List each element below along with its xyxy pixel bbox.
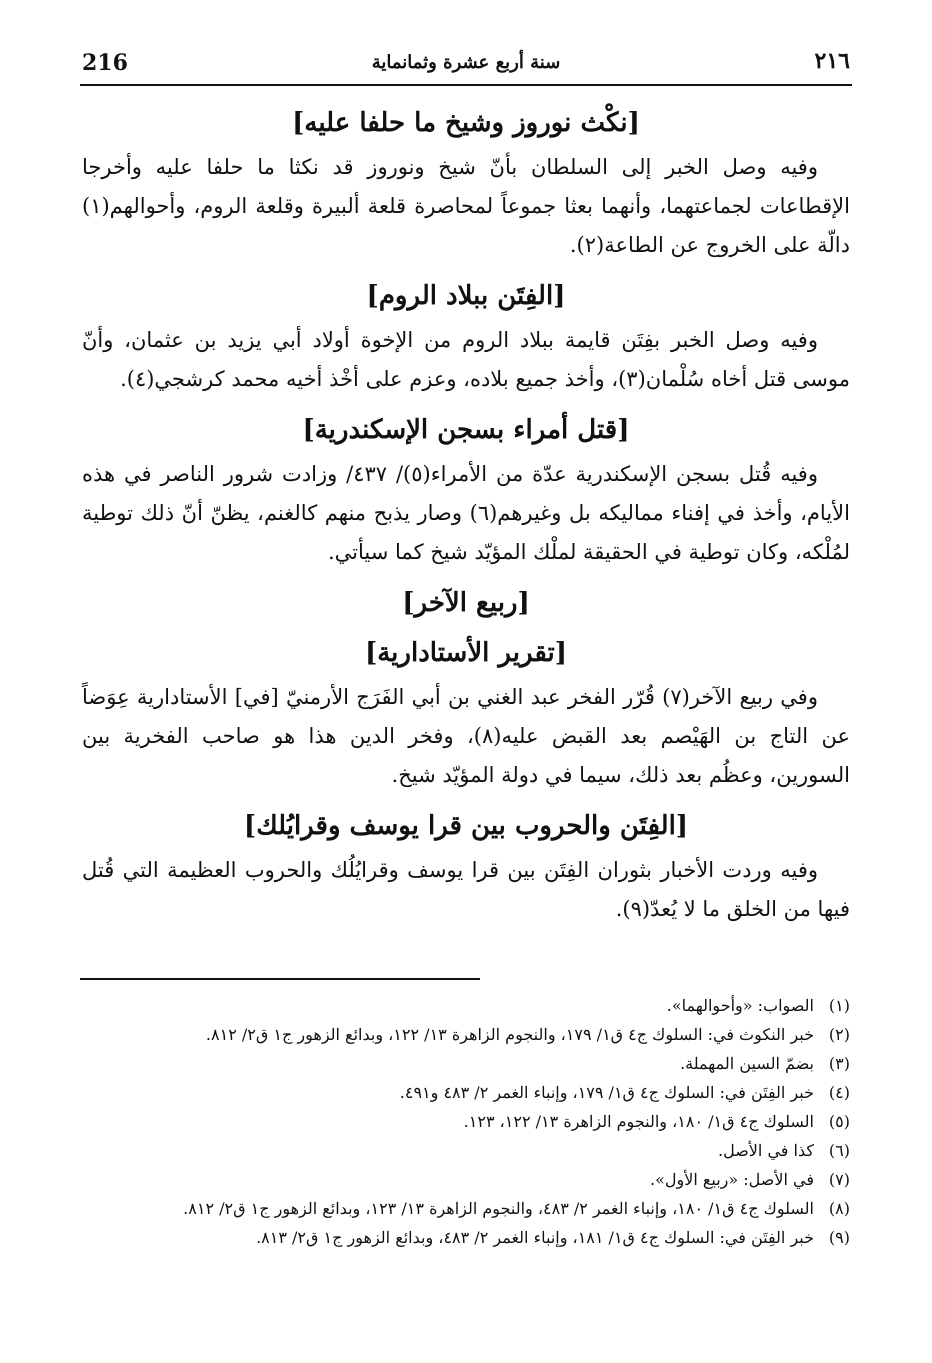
footnote-text: الصواب: «وأحوالهما». [666,996,814,1015]
footnote-number: (٦) [828,1141,850,1160]
footnote [82,1166,850,1193]
section-heading: [الفِتَن والحروب بين قرا يوسف وقرايُلك] [243,811,689,841]
footnote [82,1079,850,1106]
footnote-number: (٥) [828,1112,850,1131]
page-number-arabic: ٢١٦ [814,48,850,74]
footnote-text: السلوك ج٤ ق١/ ١٨٠، والنجوم الزاهرة ١٣/ ١٢٢، ١٢٣. [463,1112,814,1131]
footnote-text: السلوك ج٤ ق١/ ١٨٠، وإنباء الغمر ٢/ ٤٨٣، والنجوم الزاهرة ١٣/ ١٢٣، وبدائع الزهور ج١ ق٢/ ٨١٢. [183,1199,814,1218]
header-rule [80,84,852,86]
section-heading: [الفِتَن ببلاد الروم] [366,281,566,311]
section-paragraph: وفيه وصل الخبر إلى السلطان بأنّ شيخ ونوروز قد نكثا ما حلفا عليه وأخرجا الإقطاعات لجماعتهما، وأنهما بعثا جموعاً لمحاصرة قلعة ألبيرة وقلعة الروم، وأحوالهم(١) دالّة على الخروج عن الطاعة(٢). [82,155,850,257]
section-heading: [قتل أمراء بسجن الإسكندرية] [302,415,630,445]
page-number-latin: 216 [82,50,128,76]
footnote-text: خبر النكوث في: السلوك ج٤ ق١/ ١٧٩، والنجوم الزاهرة ١٣/ ١٢٢، وبدائع الزهور ج١ ق٢/ ٨١٢. [205,1025,814,1044]
footnote [82,1050,850,1077]
section-heading: [نكْث نوروز وشيخ ما حلفا عليه] [292,108,640,138]
section-paragraph: وفيه وردت الأخبار بثوران الفِتَن بين قرا يوسف وقرايُلُك والحروب العظيمة التي قُتل فيها من الخلق ما لا يُعدّ(٩). [82,858,850,921]
section-paragraph: وفيه وصل الخبر بفِتَن قايمة ببلاد الروم من الإخوة أولاد أبي يزيد بن عثمان، وأنّ موسى قتل أخاه سُلْمان(٣)، وأخذ جميع بلاده، وعزم على أخْذ أخيه محمد كرشجي(٤). [82,328,850,391]
main-text [82,96,850,937]
footnote-text: خبر الفِتَن في: السلوك ج٤ ق١/ ١٧٩، وإنباء الغمر ٢/ ٤٨٣ و٤٩١. [399,1083,814,1102]
footnote-number: (٧) [828,1170,850,1189]
footnote [82,1195,850,1222]
section-heading: [تقرير الأستادارية] [364,638,568,668]
section-paragraph: وفي ربيع الآخر(٧) قُرّر الفخر عبد الغني بن أبي الفَرَج الأرمنيّ [في] الأستادارية عِوَضاً عن التاج بن الهَيْصم بعد القبض عليه(٨)، وفخر الدين هذا هو صاحب الفخرية بين السورين، وعظُم بعد ذلك، سيما في دولة المؤيّد شيخ. [82,685,850,787]
footnote [82,1137,850,1164]
footnote-text: كذا في الأصل. [718,1141,814,1160]
section-paragraph: وفيه قُتل بسجن الإسكندرية عدّة من الأمراء(٥)/ ٤٣٧/ وزادت شرور الناصر في هذه الأيام، وأخذ في إفناء مماليكه بل وغيرهم(٦) وصار يذبح منهم كالغنم، يظنّ أنّ ذلك توطية لمُلْكه، وكان توطية في الحقيقة لملْك المؤيّد شيخ كما سيأتي. [82,462,850,564]
month-heading: [ربيع الآخر] [402,588,530,618]
footnote-text: في الأصل: «ربيع الأول». [649,1170,814,1189]
footnote-rule [80,978,480,980]
footnote-text: بضمّ السين المهملة. [680,1054,814,1073]
footnote-text: خبر الفِتَن في: السلوك ج٤ ق١/ ١٨١، وإنباء الغمر ٢/ ٤٨٣، وبدائع الزهور ج١ ق٢/ ٨١٣. [256,1228,814,1247]
footnote [82,1021,850,1048]
footnote-number: (٣) [828,1054,850,1073]
footnotes [82,992,850,1253]
running-head [82,46,850,86]
footnote [82,1224,850,1251]
footnote-number: (١) [828,996,850,1015]
running-title: سنة أربع عشرة وثمانماية [371,52,561,73]
footnote-number: (٨) [828,1199,850,1218]
footnote-number: (٤) [828,1083,850,1102]
footnote [82,1108,850,1135]
footnote-number: (٩) [828,1228,850,1247]
footnote [82,992,850,1019]
footnote-number: (٢) [828,1025,850,1044]
